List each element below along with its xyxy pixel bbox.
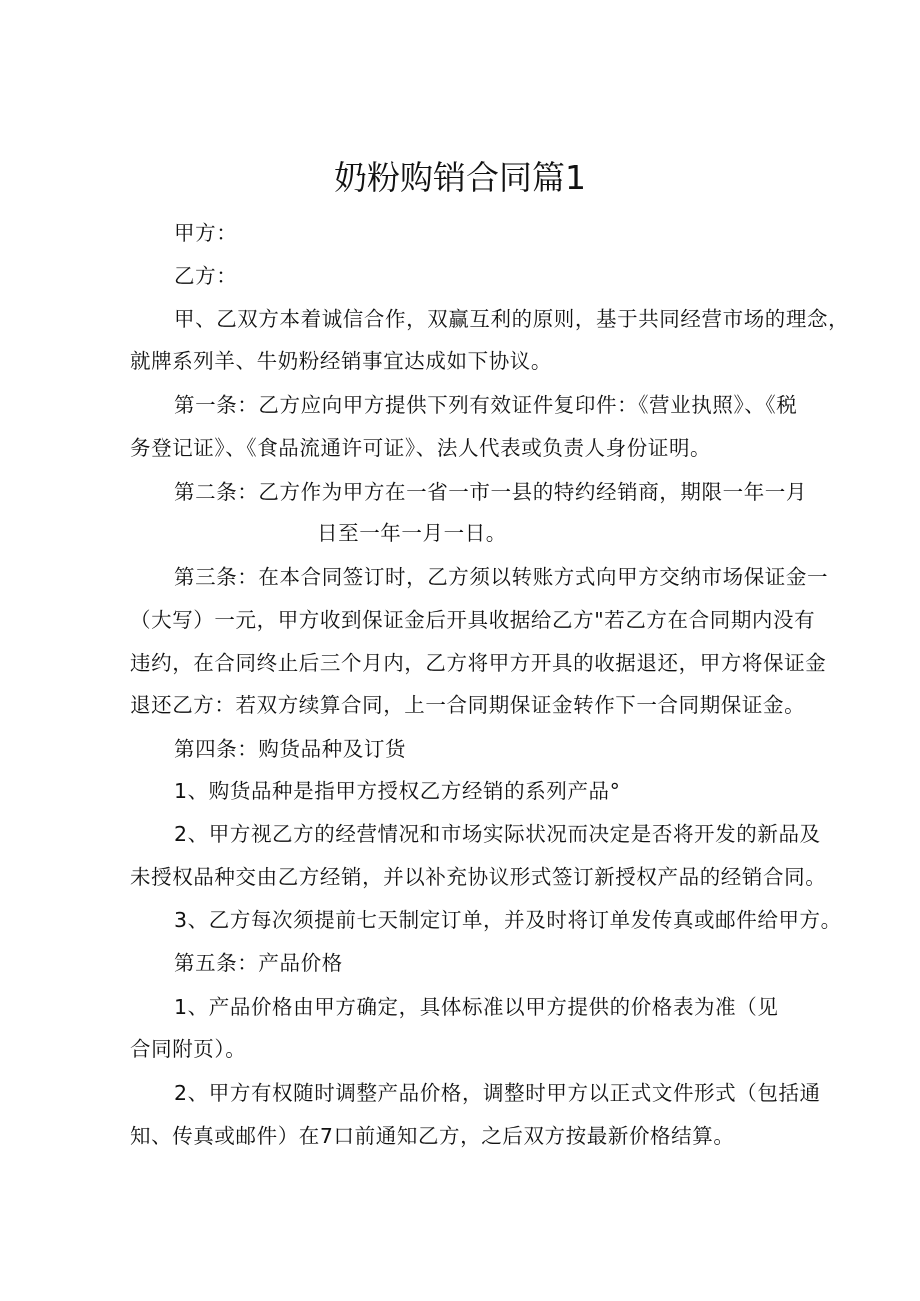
paragraph-line: 日至一年一月一日。 <box>317 521 507 545</box>
paragraph-line: 知、传真或邮件）在7口前通知乙方，之后双方按最新价格结算。 <box>130 1124 735 1148</box>
party-b-line: 乙方： <box>174 264 238 288</box>
paragraph-line: 1、产品价格由甲方确定，具体标准以甲方提供的价格表为准（见 <box>174 995 779 1019</box>
document-title: 奶粉购销合同篇1 <box>334 158 586 197</box>
paragraph-line: 1、购货品种是指甲方授权乙方经销的系列产品° <box>174 779 621 803</box>
paragraph-line: （大写）一元，甲方收到保证金后开具收据给乙方"若乙方在合同期内没有 <box>130 608 816 632</box>
paragraph-line: 第一条：乙方应向甲方提供下列有效证件复印件：《营业执照》、《税 <box>174 393 798 417</box>
section-heading: 第五条：产品价格 <box>174 951 343 975</box>
paragraph-line: 退还乙方：若双方续算合同，上一合同期保证金转作下一合同期保证金。 <box>130 693 806 717</box>
paragraph-line: 合同附页）。 <box>130 1037 247 1061</box>
paragraph-line: 就牌系列羊、牛奶粉经销事宜达成如下协议。 <box>130 349 552 373</box>
paragraph-line: 3、乙方每次须提前七天制定订单，并及时将订单发传真或邮件给甲方。 <box>174 908 842 932</box>
paragraph-line: 违约，在合同终止后三个月内，乙方将甲方开具的收据退还，甲方将保证金 <box>130 651 827 675</box>
paragraph-line: 务登记证》、《食品流通许可证》、法人代表或负责人身份证明。 <box>130 436 712 460</box>
party-a-line: 甲方： <box>174 221 238 245</box>
paragraph-line: 未授权品种交由乙方经销，并以补充协议形式签订新授权产品的经销合同。 <box>130 865 827 889</box>
paragraph-line: 2、甲方视乙方的经营情况和市场实际状况而决定是否将开发的新品及 <box>174 822 821 846</box>
paragraph-line: 甲、乙双方本着诚信合作，双赢互利的原则，基于共同经营市场的理念， <box>174 307 850 331</box>
paragraph-line: 2、甲方有权随时调整产品价格，调整时甲方以正式文件形式（包括通 <box>174 1081 821 1105</box>
paragraph-line: 第二条：乙方作为甲方在一省一市一县的特约经销商，期限一年一月 <box>174 480 807 504</box>
paragraph-line: 第三条：在本合同签订时，乙方须以转账方式向甲方交纳市场保证金一 <box>174 565 829 589</box>
section-heading: 第四条：购货品种及订货 <box>174 737 407 761</box>
